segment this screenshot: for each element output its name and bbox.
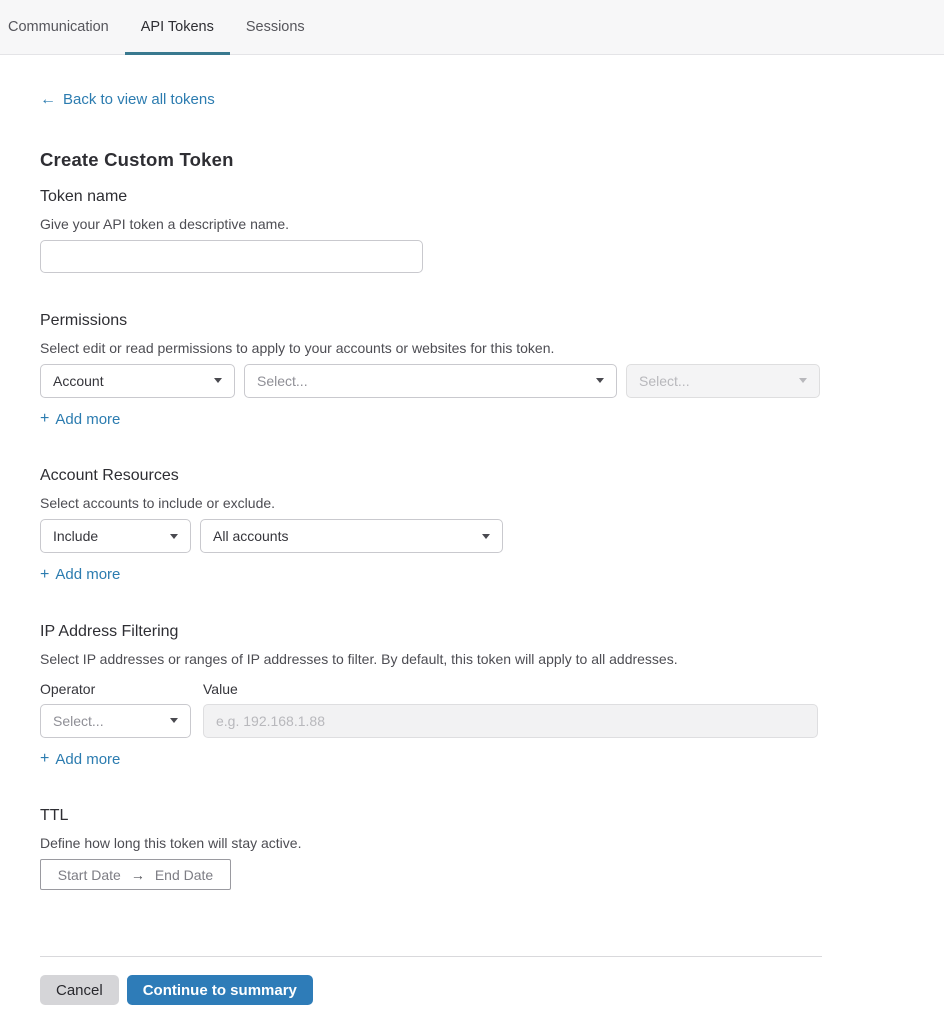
ttl-description: Define how long this token will stay active. <box>40 835 302 851</box>
ip-operator-placeholder: Select... <box>53 712 104 729</box>
ttl-heading: TTL <box>40 807 69 824</box>
permissions-section <box>40 312 822 429</box>
account-resources-section <box>40 467 822 584</box>
ip-filtering-heading: IP Address Filtering <box>40 622 179 640</box>
permission-scope-value: Account <box>53 372 104 389</box>
plus-icon: + <box>40 565 50 583</box>
ip-filtering-add-more-link[interactable] <box>40 751 120 768</box>
cancel-button[interactable]: Cancel <box>40 975 119 1005</box>
permission-group-select[interactable] <box>244 364 617 398</box>
add-more-label: Add more <box>55 410 121 428</box>
footer-divider <box>40 956 822 957</box>
account-resources-heading: Account Resources <box>40 467 179 484</box>
account-mode-select[interactable] <box>40 519 191 553</box>
end-date-placeholder: End Date <box>154 866 214 883</box>
token-name-description: Give your API token a descriptive name. <box>40 215 290 232</box>
ip-value-input <box>203 704 818 738</box>
chevron-down-icon <box>596 378 604 383</box>
chevron-down-icon <box>799 378 807 383</box>
token-name-section <box>40 188 822 273</box>
ip-filtering-description: Select IP addresses or ranges of IP addresses to filter. By default, this token will apply to all addresses. <box>40 650 678 667</box>
permissions-heading: Permissions <box>40 311 128 329</box>
tab-api-tokens[interactable]: API Tokens <box>125 0 230 54</box>
chevron-down-icon <box>170 718 178 723</box>
value-label: Value <box>203 680 238 697</box>
start-date-placeholder: Start Date <box>57 866 121 883</box>
chevron-down-icon <box>482 534 490 539</box>
permissions-add-more-link[interactable] <box>40 411 120 428</box>
ttl-date-range-picker[interactable] <box>40 859 231 890</box>
back-to-tokens-link[interactable] <box>40 91 215 108</box>
ip-operator-select[interactable] <box>40 704 191 738</box>
permission-scope-select[interactable] <box>40 364 235 398</box>
page-title: Create Custom Token <box>40 148 234 170</box>
account-mode-value: Include <box>53 528 99 544</box>
chevron-down-icon <box>170 534 178 539</box>
token-name-input[interactable] <box>40 240 423 273</box>
accounts-value: All accounts <box>213 528 289 544</box>
token-name-heading: Token name <box>40 187 128 205</box>
operator-label: Operator <box>40 680 96 697</box>
arrow-right-icon: → <box>130 866 145 883</box>
footer-actions <box>40 975 822 1005</box>
account-resources-description: Select accounts to include or exclude. <box>40 495 276 511</box>
tab-bar <box>0 0 944 55</box>
tab-sessions[interactable]: Sessions <box>245 19 305 35</box>
chevron-down-icon <box>214 378 222 383</box>
tab-communication[interactable]: Communication <box>8 19 109 35</box>
accounts-select[interactable] <box>200 519 503 553</box>
ttl-section <box>40 807 822 890</box>
ip-filtering-section <box>40 623 822 769</box>
arrow-left-icon: ← <box>40 90 56 108</box>
permission-level-placeholder: Select... <box>639 372 690 389</box>
back-link-label: Back to view all tokens <box>63 91 215 108</box>
permission-group-placeholder: Select... <box>257 372 308 389</box>
permission-level-select <box>626 364 820 398</box>
add-more-label: Add more <box>55 750 121 768</box>
permissions-description: Select edit or read permissions to apply to your accounts or websites for this token. <box>40 339 555 356</box>
plus-icon: + <box>40 750 50 767</box>
plus-icon: + <box>40 410 50 427</box>
add-more-label: Add more <box>55 566 121 583</box>
continue-to-summary-button[interactable]: Continue to summary <box>127 975 313 1005</box>
main-content <box>0 55 944 1005</box>
account-resources-add-more-link[interactable] <box>40 566 120 583</box>
